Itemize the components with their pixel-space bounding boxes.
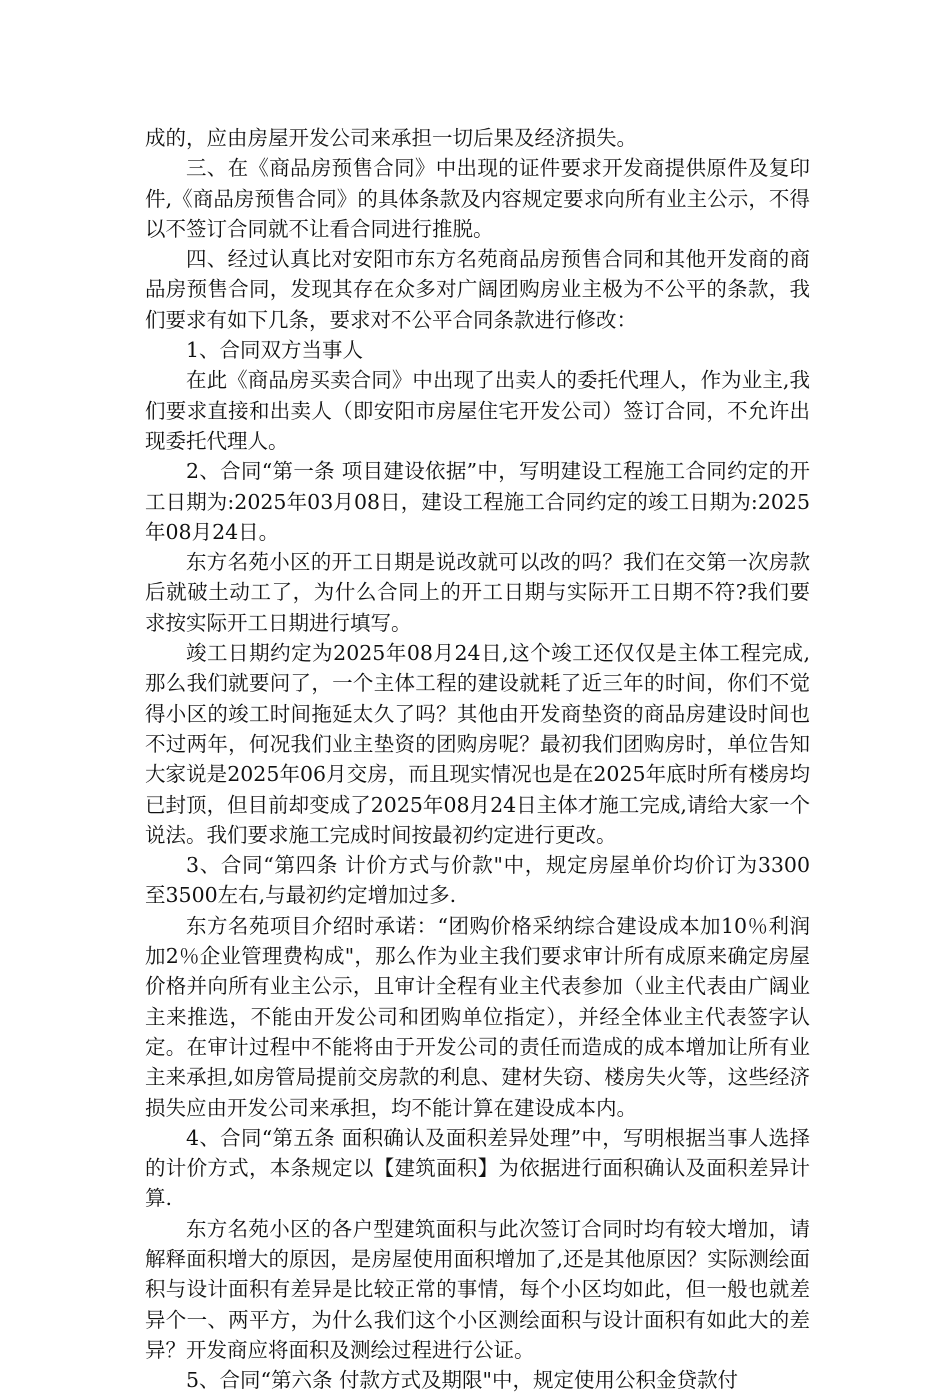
paragraph-item-3: 三、在《商品房预售合同》中出现的证件要求开发商提供原件及复印件,《商品房预售合同》的具体条款及内容规定要求向所有业主公示，不得以不签订合同就不让看合同进行推脱。 <box>145 156 810 241</box>
document-page <box>145 123 810 1395</box>
clause-3-heading: 3、合同“第四条 计价方式与价款"中，规定房屋单价均价订为3300至3500左右,与最初约定增加过多. <box>145 853 810 908</box>
clause-1-heading: 1、合同双方当事人 <box>186 338 364 363</box>
clause-1-body: 在此《商品房买卖合同》中出现了出卖人的委托代理人，作为业主,我们要求直接和出卖人（即安阳市房屋住宅开发公司）签订合同，不允许出现委托代理人。 <box>145 368 810 453</box>
clause-5-heading: 5、合同“第六条 付款方式及期限"中，规定使用公积金贷款付 <box>186 1368 738 1393</box>
clause-4-heading: 4、合同“第五条 面积确认及面积差异处理”中，写明根据当事人选择的计价方式，本条规定以【建筑面积】为依据进行面积确认及面积差异计算. <box>145 1125 810 1211</box>
clause-4-body: 东方名苑小区的各户型建筑面积与此次签订合同时均有较大增加，请解释面积增大的原因，是房屋使用面积增加了,还是其他原因？实际测绘面积与设计面积有差异是比较正常的事情，每个小区均如此，但一般也就差异个一、两平方，为什么我们这个小区测绘面积与设计面积有如此大的差异？开发商应将面积及测绘过程进行公证。 <box>145 1216 810 1362</box>
clause-2-body-start-date: 东方名苑小区的开工日期是说改就可以改的吗？我们在交第一次房款后就破土动工了，为什么合同上的开工日期与实际开工日期不符?我们要求按实际开工日期进行填写。 <box>145 550 810 635</box>
clause-2-heading: 2、合同“第一条 项目建设依据”中，写明建设工程施工合同约定的开工日期为:2025年03月08日，建设工程施工合同约定的竣工日期为:2025年08月24日。 <box>145 459 810 544</box>
paragraph-continuation: 成的，应由房屋开发公司来承担一切后果及经济损失。 <box>145 126 637 150</box>
clause-2-body-completion-date: 竣工日期约定为2025年08月24日,这个竣工还仅仅是主体工程完成,那么我们就要问了，一个主体工程的建设就耗了近三年的时间，你们不觉得小区的竣工时间拖延太久了吗？其他由开发商垫资的商品房建设时间也不过两年，何况我们业主垫资的团购房呢？最初我们团购房时，单位告知大家说是2025年06月交房，而且现实情况也是在2025年底时所有楼房均已封顶，但目前却变成了2025年08月24日主体才施工完成,请给大家一个说法。我们要求施工完成时间按最初约定进行更改。 <box>145 641 810 847</box>
paragraph-item-4: 四、经过认真比对安阳市东方名苑商品房预售合同和其他开发商的商品房预售合同，发现其存在众多对广阔团购房业主极为不公平的条款，我们要求有如下几条，要求对不公平合同条款进行修改： <box>145 247 810 332</box>
clause-3-body: 东方名苑项目介绍时承诺：“团购价格采纳综合建设成本加10％利润加2％企业管理费构成"，那么作为业主我们要求审计所有成原来确定房屋价格并向所有业主公示，且审计全程有业主代表参加（业主代表由广阔业主来推选，不能由开发公司和团购单位指定），并经全体业主代表签字认定。在审计过程中不能将由于开发公司的责任而造成的成本增加让所有业主来承担,如房管局提前交房款的利息、建材失窃、楼房失火等，这些经济损失应由开发公司来承担，均不能计算在建设成本内。 <box>145 913 810 1120</box>
